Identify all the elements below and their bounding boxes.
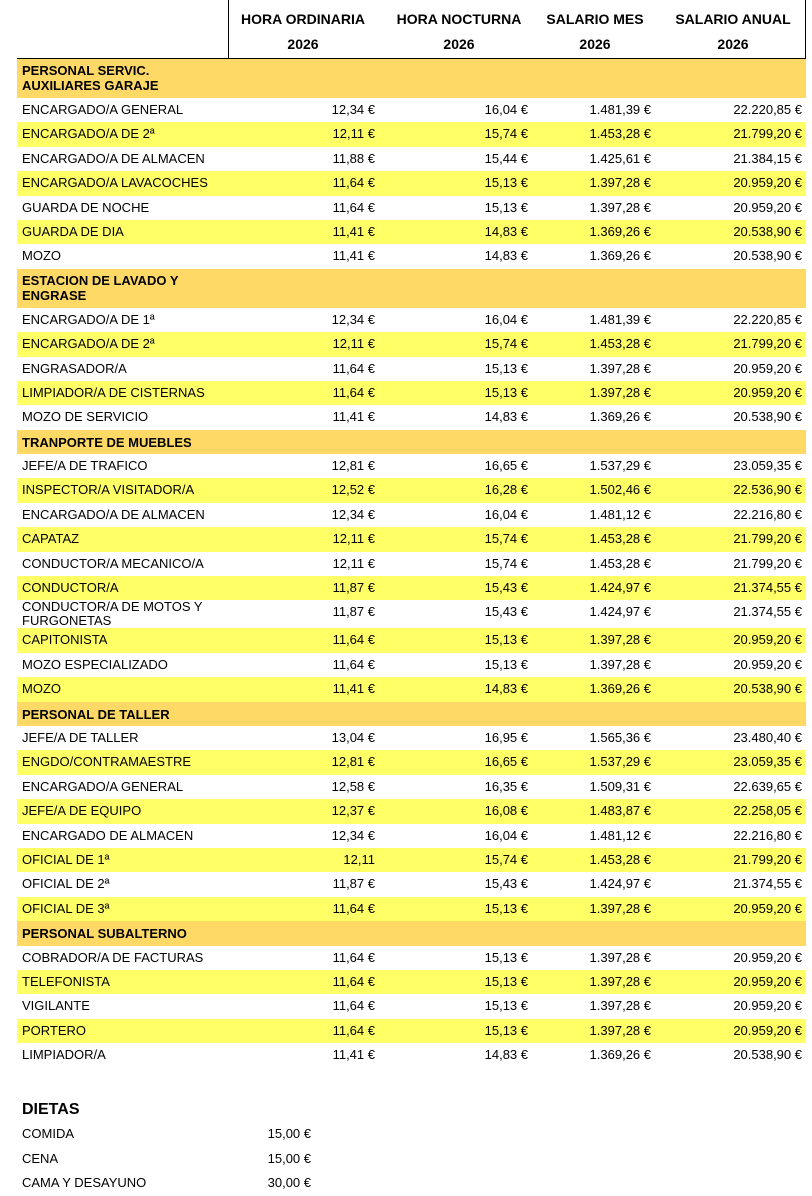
salario-mes-cell: 1.453,28 € bbox=[589, 336, 651, 352]
hora-nocturna-cell: 14,83 € bbox=[484, 681, 528, 697]
salary-table bbox=[17, 59, 806, 1067]
salario-anual-cell: 23.480,40 € bbox=[733, 729, 802, 745]
table-row bbox=[17, 799, 806, 823]
salario-anual-cell: 22.216,80 € bbox=[733, 827, 802, 843]
salario-mes-cell: 1.424,97 € bbox=[589, 876, 651, 892]
hora-nocturna-cell: 14,83 € bbox=[484, 248, 528, 264]
hora-ordinaria-cell: 13,04 € bbox=[331, 729, 375, 745]
hora-nocturna-cell: 16,65 € bbox=[484, 754, 528, 770]
table-row bbox=[17, 196, 806, 220]
salario-mes-cell: 1.483,87 € bbox=[589, 803, 651, 819]
salario-mes-cell: 1.369,26 € bbox=[589, 409, 651, 425]
category-cell: MOZO ESPECIALIZADO bbox=[22, 656, 168, 672]
salario-anual-cell: 23.059,35 € bbox=[733, 458, 802, 474]
hora-ordinaria-cell: 12,11 € bbox=[332, 555, 375, 571]
table-row bbox=[17, 454, 806, 478]
salario-mes-cell: 1.424,97 € bbox=[589, 604, 651, 620]
salario-mes-cell: 1.397,28 € bbox=[589, 199, 651, 215]
column-header-hora-nocturna bbox=[384, 0, 534, 59]
salario-mes-cell: 1.397,28 € bbox=[589, 632, 651, 648]
column-header-title: SALARIO MES bbox=[546, 11, 644, 27]
hora-nocturna-cell: 16,28 € bbox=[484, 482, 528, 498]
table-row bbox=[17, 653, 806, 677]
hora-ordinaria-cell: 12,81 € bbox=[331, 458, 375, 474]
table-row bbox=[17, 824, 806, 848]
hora-nocturna-cell: 16,65 € bbox=[484, 458, 528, 474]
salario-mes-cell: 1.565,36 € bbox=[589, 729, 651, 745]
hora-ordinaria-cell: 11,41 € bbox=[332, 409, 375, 425]
salario-mes-cell: 1.397,28 € bbox=[589, 973, 651, 989]
hora-nocturna-cell: 15,43 € bbox=[484, 876, 528, 892]
category-cell: ENCARGADO/A DE ALMACEN bbox=[22, 506, 205, 522]
category-cell: OFICIAL DE 2ª bbox=[22, 876, 110, 892]
hora-nocturna-cell: 16,95 € bbox=[484, 729, 528, 745]
salario-anual-cell: 20.959,20 € bbox=[733, 384, 802, 400]
salario-anual-cell: 21.374,55 € bbox=[733, 876, 802, 892]
salario-anual-cell: 20.538,90 € bbox=[733, 248, 802, 264]
salario-mes-cell: 1.537,29 € bbox=[589, 754, 651, 770]
salario-anual-cell: 22.258,05 € bbox=[733, 803, 802, 819]
salario-anual-cell: 22.536,90 € bbox=[733, 482, 802, 498]
hora-ordinaria-cell: 11,64 € bbox=[332, 175, 375, 191]
salario-anual-cell: 21.799,20 € bbox=[733, 126, 802, 142]
salario-anual-cell: 22.216,80 € bbox=[733, 506, 802, 522]
hora-nocturna-cell: 15,13 € bbox=[484, 973, 528, 989]
hora-ordinaria-cell: 11,64 € bbox=[332, 384, 375, 400]
salario-mes-cell: 1.453,28 € bbox=[589, 126, 651, 142]
salario-mes-cell: 1.537,29 € bbox=[589, 458, 651, 474]
hora-nocturna-cell: 15,13 € bbox=[484, 360, 528, 376]
salario-anual-cell: 20.959,20 € bbox=[733, 175, 802, 191]
dietas-label: CENA bbox=[22, 1150, 59, 1166]
salario-mes-cell: 1.397,28 € bbox=[589, 175, 651, 191]
section-title: ESTACION DE LAVADO Y ENGRASE bbox=[22, 272, 179, 303]
salario-anual-cell: 21.374,55 € bbox=[733, 580, 802, 596]
section-header-row bbox=[17, 702, 806, 726]
table-row bbox=[17, 946, 806, 970]
hora-ordinaria-cell: 12,52 € bbox=[331, 482, 375, 498]
table-row bbox=[17, 381, 806, 405]
hora-ordinaria-cell: 12,11 € bbox=[332, 531, 375, 547]
hora-ordinaria-cell: 11,87 € bbox=[332, 876, 375, 892]
salario-anual-cell: 20.959,20 € bbox=[733, 360, 802, 376]
hora-ordinaria-cell: 11,88 € bbox=[332, 150, 375, 166]
salario-mes-cell: 1.424,97 € bbox=[589, 580, 651, 596]
salario-anual-cell: 21.799,20 € bbox=[733, 851, 802, 867]
hora-nocturna-cell: 15,74 € bbox=[484, 531, 528, 547]
column-header-hora-ordinaria bbox=[228, 0, 378, 59]
hora-nocturna-cell: 15,74 € bbox=[484, 126, 528, 142]
category-cell: JEFE/A DE TRAFICO bbox=[22, 458, 148, 474]
salario-mes-cell: 1.502,46 € bbox=[589, 482, 651, 498]
hora-ordinaria-cell: 12,34 € bbox=[331, 827, 375, 843]
hora-nocturna-cell: 15,13 € bbox=[484, 998, 528, 1014]
table-row bbox=[17, 98, 806, 122]
dietas-section bbox=[22, 1098, 422, 1196]
hora-ordinaria-cell: 11,41 € bbox=[332, 223, 375, 239]
table-row bbox=[17, 726, 806, 750]
category-cell: ENCARGADO/A GENERAL bbox=[22, 778, 184, 794]
table-row bbox=[17, 503, 806, 527]
salario-anual-cell: 20.959,20 € bbox=[733, 949, 802, 965]
table-row bbox=[17, 478, 806, 502]
category-cell: JEFE/A DE EQUIPO bbox=[22, 803, 142, 819]
salario-mes-cell: 1.397,28 € bbox=[589, 384, 651, 400]
hora-nocturna-cell: 15,43 € bbox=[484, 580, 528, 596]
hora-nocturna-cell: 15,74 € bbox=[484, 851, 528, 867]
salario-mes-cell: 1.369,26 € bbox=[589, 248, 651, 264]
category-cell: VIGILANTE bbox=[22, 998, 90, 1014]
column-header-year: 2026 bbox=[579, 36, 611, 52]
hora-nocturna-cell: 15,44 € bbox=[484, 150, 528, 166]
table-row bbox=[17, 750, 806, 774]
dietas-label: CAMA Y DESAYUNO bbox=[22, 1175, 147, 1190]
salario-anual-cell: 22.220,85 € bbox=[733, 102, 802, 117]
section-header-row bbox=[17, 59, 806, 98]
salario-anual-cell: 20.959,20 € bbox=[733, 900, 802, 916]
hora-nocturna-cell: 14,83 € bbox=[484, 409, 528, 425]
hora-nocturna-cell: 15,13 € bbox=[484, 1022, 528, 1038]
hora-ordinaria-cell: 12,34 € bbox=[331, 506, 375, 522]
category-cell: CONDUCTOR/A DE MOTOS Y FURGONETAS bbox=[22, 600, 203, 629]
hora-ordinaria-cell: 11,41 € bbox=[332, 681, 375, 697]
column-header-salario-anual bbox=[660, 0, 806, 59]
hora-ordinaria-cell: 11,64 € bbox=[332, 949, 375, 965]
salario-mes-cell: 1.369,26 € bbox=[589, 223, 651, 239]
hora-ordinaria-cell: 11,64 € bbox=[332, 656, 375, 672]
dietas-label: COMIDA bbox=[22, 1126, 74, 1141]
table-row bbox=[17, 848, 806, 872]
hora-ordinaria-cell: 12,34 € bbox=[331, 102, 375, 117]
table-row bbox=[17, 552, 806, 576]
dietas-value: 15,00 € bbox=[267, 1150, 311, 1166]
column-header-title: SALARIO ANUAL bbox=[675, 11, 791, 27]
hora-nocturna-cell: 14,83 € bbox=[484, 1047, 528, 1063]
section-header-row bbox=[17, 921, 806, 945]
hora-nocturna-cell: 15,43 € bbox=[484, 604, 528, 620]
salario-anual-cell: 22.639,65 € bbox=[733, 778, 802, 794]
salario-mes-cell: 1.397,28 € bbox=[589, 998, 651, 1014]
hora-ordinaria-cell: 11,87 € bbox=[332, 580, 375, 596]
hora-nocturna-cell: 15,13 € bbox=[484, 900, 528, 916]
salario-mes-cell: 1.397,28 € bbox=[589, 360, 651, 376]
salario-mes-cell: 1.453,28 € bbox=[589, 531, 651, 547]
column-header-year: 2026 bbox=[443, 36, 475, 52]
salario-mes-cell: 1.481,39 € bbox=[589, 102, 651, 117]
category-cell: LIMPIADOR/A DE CISTERNAS bbox=[22, 384, 205, 400]
hora-nocturna-cell: 16,04 € bbox=[484, 506, 528, 522]
dietas-title: DIETAS bbox=[22, 1101, 80, 1118]
salario-mes-cell: 1.425,61 € bbox=[589, 150, 651, 166]
table-row bbox=[17, 677, 806, 701]
salario-mes-cell: 1.453,28 € bbox=[589, 555, 651, 571]
table-row bbox=[17, 357, 806, 381]
category-cell: CONDUCTOR/A bbox=[22, 580, 119, 596]
table-row bbox=[17, 244, 806, 268]
hora-nocturna-cell: 16,35 € bbox=[484, 778, 528, 794]
salario-anual-cell: 20.959,20 € bbox=[733, 973, 802, 989]
table-row bbox=[17, 220, 806, 244]
salario-anual-cell: 20.538,90 € bbox=[733, 409, 802, 425]
category-cell: CAPATAZ bbox=[22, 531, 80, 547]
salario-anual-cell: 20.959,20 € bbox=[733, 1022, 802, 1038]
section-title: PERSONAL DE TALLER bbox=[22, 706, 170, 722]
category-cell: ENCARGADO DE ALMACEN bbox=[22, 827, 194, 843]
column-header-title: HORA ORDINARIA bbox=[241, 11, 365, 27]
hora-ordinaria-cell: 11,64 € bbox=[332, 199, 375, 215]
section-title: PERSONAL SUBALTERNO bbox=[22, 926, 187, 942]
category-cell: OFICIAL DE 1ª bbox=[22, 851, 110, 867]
column-header-salario-mes bbox=[530, 0, 660, 59]
hora-nocturna-cell: 14,83 € bbox=[484, 223, 528, 239]
hora-ordinaria-cell: 11,64 € bbox=[332, 632, 375, 648]
category-cell: MOZO bbox=[22, 681, 61, 697]
hora-ordinaria-cell: 11,64 € bbox=[332, 973, 375, 989]
category-cell: INSPECTOR/A VISITADOR/A bbox=[22, 482, 195, 498]
dietas-row bbox=[22, 1122, 422, 1147]
category-cell: ENCARGADO/A LAVACOCHES bbox=[22, 175, 208, 191]
hora-ordinaria-cell: 12,11 € bbox=[332, 126, 375, 142]
category-cell: JEFE/A DE TALLER bbox=[22, 729, 139, 745]
salario-anual-cell: 21.384,15 € bbox=[733, 150, 802, 166]
hora-ordinaria-cell: 11,64 € bbox=[332, 360, 375, 376]
salario-mes-cell: 1.481,12 € bbox=[589, 506, 651, 522]
hora-nocturna-cell: 16,08 € bbox=[484, 803, 528, 819]
salario-anual-cell: 21.799,20 € bbox=[733, 336, 802, 352]
category-cell: OFICIAL DE 3ª bbox=[22, 900, 110, 916]
category-cell: ENGRASADOR/A bbox=[22, 360, 127, 376]
category-cell: CAPITONISTA bbox=[22, 632, 108, 648]
table-row bbox=[17, 1043, 806, 1067]
salario-mes-cell: 1.481,39 € bbox=[589, 311, 651, 327]
table-row bbox=[17, 775, 806, 799]
salario-mes-cell: 1.397,28 € bbox=[589, 949, 651, 965]
category-cell: GUARDA DE DIA bbox=[22, 223, 124, 239]
salario-anual-cell: 22.220,85 € bbox=[733, 311, 802, 327]
dietas-row bbox=[22, 1171, 422, 1196]
table-row bbox=[17, 527, 806, 551]
category-cell: MOZO DE SERVICIO bbox=[22, 409, 149, 425]
salario-mes-cell: 1.481,12 € bbox=[589, 827, 651, 843]
hora-ordinaria-cell: 11,87 € bbox=[332, 604, 375, 620]
hora-nocturna-cell: 15,13 € bbox=[484, 632, 528, 648]
salario-anual-cell: 21.799,20 € bbox=[733, 555, 802, 571]
table-row bbox=[17, 600, 806, 628]
hora-nocturna-cell: 16,04 € bbox=[484, 311, 528, 327]
salario-anual-cell: 20.538,90 € bbox=[733, 1047, 802, 1063]
category-cell: LIMPIADOR/A bbox=[22, 1047, 106, 1063]
table-row bbox=[17, 308, 806, 332]
column-header-title: HORA NOCTURNA bbox=[396, 11, 522, 27]
salario-anual-cell: 21.799,20 € bbox=[733, 531, 802, 547]
dietas-value: 15,00 € bbox=[267, 1126, 311, 1141]
category-cell: COBRADOR/A DE FACTURAS bbox=[22, 949, 204, 965]
table-row bbox=[17, 970, 806, 994]
table-row bbox=[17, 628, 806, 652]
category-cell: TELEFONISTA bbox=[22, 973, 110, 989]
category-cell: ENGDO/CONTRAMAESTRE bbox=[22, 754, 192, 770]
hora-ordinaria-cell: 12,58 € bbox=[331, 778, 375, 794]
category-cell: ENCARGADO/A GENERAL bbox=[22, 102, 184, 117]
column-header-year: 2026 bbox=[287, 36, 319, 52]
salario-anual-cell: 20.538,90 € bbox=[733, 223, 802, 239]
hora-nocturna-cell: 15,13 € bbox=[484, 175, 528, 191]
salario-anual-cell: 21.374,55 € bbox=[733, 604, 802, 620]
hora-nocturna-cell: 15,74 € bbox=[484, 555, 528, 571]
category-cell: ENCARGADO/A DE 1ª bbox=[22, 311, 155, 327]
salario-anual-cell: 20.959,20 € bbox=[733, 199, 802, 215]
hora-ordinaria-cell: 12,81 € bbox=[331, 754, 375, 770]
hora-ordinaria-cell: 12,11 € bbox=[332, 336, 375, 352]
dietas-row bbox=[22, 1147, 422, 1172]
table-row bbox=[17, 147, 806, 171]
salario-anual-cell: 20.538,90 € bbox=[733, 681, 802, 697]
salario-anual-cell: 23.059,35 € bbox=[733, 754, 802, 770]
hora-ordinaria-cell: 11,41 € bbox=[332, 1047, 375, 1063]
table-row bbox=[17, 122, 806, 146]
salario-mes-cell: 1.397,28 € bbox=[589, 900, 651, 916]
table-row bbox=[17, 405, 806, 429]
dietas-value: 30,00 € bbox=[267, 1175, 311, 1190]
hora-ordinaria-cell: 11,64 € bbox=[332, 900, 375, 916]
category-cell: ENCARGADO/A DE 2ª bbox=[22, 336, 155, 352]
hora-nocturna-cell: 16,04 € bbox=[484, 827, 528, 843]
hora-ordinaria-cell: 11,64 € bbox=[332, 1022, 375, 1038]
salario-anual-cell: 20.959,20 € bbox=[733, 656, 802, 672]
salario-anual-cell: 20.959,20 € bbox=[733, 998, 802, 1014]
salario-mes-cell: 1.397,28 € bbox=[589, 656, 651, 672]
section-header-row bbox=[17, 269, 806, 308]
hora-ordinaria-cell: 11,41 € bbox=[332, 248, 375, 264]
hora-nocturna-cell: 15,13 € bbox=[484, 199, 528, 215]
hora-ordinaria-cell: 12,11 bbox=[343, 851, 375, 867]
salario-mes-cell: 1.453,28 € bbox=[589, 851, 651, 867]
category-cell: MOZO bbox=[22, 248, 61, 264]
table-row bbox=[17, 994, 806, 1018]
salario-mes-cell: 1.397,28 € bbox=[589, 1022, 651, 1038]
salario-mes-cell: 1.369,26 € bbox=[589, 1047, 651, 1063]
category-cell: ENCARGADO/A DE ALMACEN bbox=[22, 150, 205, 166]
hora-nocturna-cell: 15,13 € bbox=[484, 949, 528, 965]
section-header-row bbox=[17, 430, 806, 454]
hora-nocturna-cell: 15,13 € bbox=[484, 384, 528, 400]
column-header-year: 2026 bbox=[717, 36, 749, 52]
hora-ordinaria-cell: 11,64 € bbox=[332, 998, 375, 1014]
salario-anual-cell: 20.959,20 € bbox=[733, 632, 802, 648]
table-row bbox=[17, 897, 806, 921]
section-title: TRANPORTE DE MUEBLES bbox=[22, 434, 192, 450]
hora-nocturna-cell: 15,74 € bbox=[484, 336, 528, 352]
salario-mes-cell: 1.369,26 € bbox=[589, 681, 651, 697]
salario-mes-cell: 1.509,31 € bbox=[589, 778, 651, 794]
hora-ordinaria-cell: 12,34 € bbox=[331, 311, 375, 327]
category-cell: GUARDA DE NOCHE bbox=[22, 199, 150, 215]
hora-nocturna-cell: 15,13 € bbox=[484, 656, 528, 672]
category-cell: ENCARGADO/A DE 2ª bbox=[22, 126, 155, 142]
table-row bbox=[17, 171, 806, 195]
table-row bbox=[17, 1019, 806, 1043]
category-cell: PORTERO bbox=[22, 1022, 87, 1038]
table-row bbox=[17, 332, 806, 356]
category-cell: CONDUCTOR/A MECANICO/A bbox=[22, 555, 204, 571]
table-row bbox=[17, 872, 806, 896]
hora-ordinaria-cell: 12,37 € bbox=[331, 803, 375, 819]
table-row bbox=[17, 576, 806, 600]
hora-nocturna-cell: 16,04 € bbox=[484, 102, 528, 117]
section-title: PERSONAL SERVIC. AUXILIARES GARAJE bbox=[22, 63, 159, 93]
table-header bbox=[0, 0, 812, 59]
